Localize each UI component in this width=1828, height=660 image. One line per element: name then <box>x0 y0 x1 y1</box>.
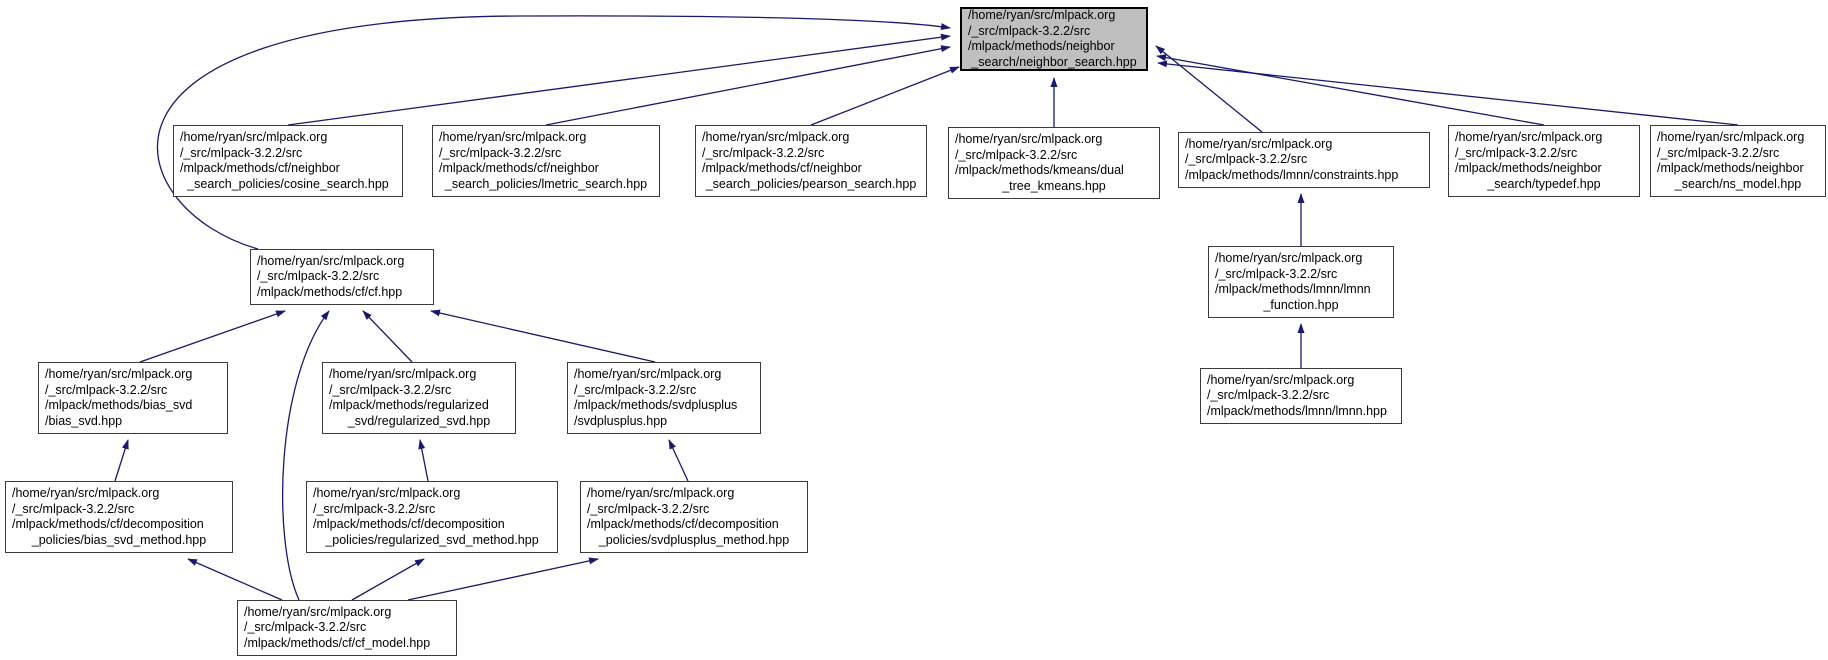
node-label-line: _search_policies/cosine_search.hpp <box>187 176 389 191</box>
node-label-line: /_src/mlpack-3.2.2/src <box>313 501 436 516</box>
graph-node-svdplusplus[interactable] <box>567 362 761 434</box>
node-label-line: /mlpack/methods/kmeans/dual <box>955 163 1124 177</box>
edge-ns_model-to-neighbor_search <box>1158 63 1738 125</box>
node-label-line: /mlpack/methods/cf/cf_model.hpp <box>244 635 431 650</box>
node-label-line: /_src/mlpack-3.2.2/src <box>1215 266 1338 281</box>
node-label-line: /home/ryan/src/mlpack.org <box>1207 372 1355 387</box>
node-label-line: /mlpack/methods/lmnn/constraints.hpp <box>1185 167 1399 182</box>
node-label-line: /mlpack/methods/cf/neighbor <box>439 161 599 175</box>
node-label-line: /_src/mlpack-3.2.2/src <box>244 620 367 635</box>
node-label-line: _policies/regularized_svd_method.hpp <box>325 532 539 547</box>
edge-cf_model-to-cf <box>283 311 329 600</box>
graph-node-lmnn_function[interactable] <box>1208 246 1394 318</box>
node-label-line: /home/ryan/src/mlpack.org <box>702 130 850 144</box>
node-label-line: _search_policies/pearson_search.hpp <box>705 176 917 191</box>
edge-svdplusplus-to-cf <box>431 311 655 362</box>
node-label-line: /_src/mlpack-3.2.2/src <box>574 382 697 397</box>
graph-node-cf_model[interactable] <box>237 600 457 656</box>
node-label-line: /home/ryan/src/mlpack.org <box>244 604 392 619</box>
node-label-line: /_src/mlpack-3.2.2/src <box>257 269 380 284</box>
edge-bias_svd-to-cf <box>140 311 285 362</box>
node-label-line: /mlpack/methods/regularized <box>329 398 489 412</box>
node-label-line: /mlpack/methods/cf/decomposition <box>587 517 779 531</box>
node-label-line: /home/ryan/src/mlpack.org <box>1185 136 1333 151</box>
node-label-line: _search/ns_model.hpp <box>1674 176 1802 191</box>
node-label-line: _function.hpp <box>1263 297 1339 312</box>
node-label-line: /mlpack/methods/cf/decomposition <box>313 517 505 531</box>
edge-pearson_search-to-neighbor_search <box>811 67 959 125</box>
node-label-line: /svdplusplus.hpp <box>574 413 668 428</box>
edge-constraints-to-neighbor_search <box>1156 46 1262 132</box>
node-label-line: /_src/mlpack-3.2.2/src <box>12 501 135 516</box>
node-label-line: /mlpack/methods/cf/neighbor <box>702 161 862 175</box>
node-label-line: /home/ryan/src/mlpack.org <box>955 132 1103 146</box>
graph-node-typedef[interactable] <box>1448 125 1640 197</box>
node-label-line: /_src/mlpack-3.2.2/src <box>439 145 562 160</box>
node-label-line: /_src/mlpack-3.2.2/src <box>45 382 168 397</box>
node-label-line: _search_policies/lmetric_search.hpp <box>444 176 648 191</box>
graph-node-cosine_search[interactable] <box>173 125 403 197</box>
node-label-line: /mlpack/methods/bias_svd <box>45 398 193 412</box>
node-label-line: /_src/mlpack-3.2.2/src <box>587 501 710 516</box>
node-label-line: /bias_svd.hpp <box>45 413 123 428</box>
node-label-line: /_src/mlpack-3.2.2/src <box>180 145 303 160</box>
node-label-line: /home/ryan/src/mlpack.org <box>1455 130 1603 144</box>
node-label-line: /_src/mlpack-3.2.2/src <box>1207 388 1330 403</box>
node-label-line: /home/ryan/src/mlpack.org <box>1657 130 1805 144</box>
node-label-line: _search/neighbor_search.hpp <box>971 54 1137 69</box>
node-label-line: /home/ryan/src/mlpack.org <box>329 367 477 381</box>
edge-bias_svd_method-to-bias_svd <box>115 440 128 481</box>
node-label-line: _svd/regularized_svd.hpp <box>347 413 491 428</box>
node-label-line: /home/ryan/src/mlpack.org <box>257 253 405 268</box>
node-label-line: /mlpack/methods/svdplusplus <box>574 398 738 412</box>
node-label-line: /home/ryan/src/mlpack.org <box>45 367 193 381</box>
node-label-line: /home/ryan/src/mlpack.org <box>574 367 722 381</box>
graph-node-regularized_svd[interactable] <box>322 362 516 434</box>
node-label-line: /mlpack/methods/cf/decomposition <box>12 517 204 531</box>
node-label-line: /_src/mlpack-3.2.2/src <box>702 145 825 160</box>
edge-svdplusplus_method-to-svdplusplus <box>669 440 688 481</box>
graph-node-neighbor_search[interactable] <box>960 7 1148 71</box>
node-label-line: /mlpack/methods/neighbor <box>1455 161 1602 175</box>
graph-node-lmetric_search[interactable] <box>432 125 660 197</box>
node-label-line: /mlpack/methods/cf/neighbor <box>180 161 340 175</box>
edge-cosine_search-to-neighbor_search <box>288 36 950 125</box>
graph-node-cf[interactable] <box>250 249 434 305</box>
graph-node-bias_svd_method[interactable] <box>5 481 233 553</box>
node-label-line: /home/ryan/src/mlpack.org <box>968 8 1116 22</box>
node-label-line: /_src/mlpack-3.2.2/src <box>1455 145 1578 160</box>
graph-node-dual_tree_kmeans[interactable] <box>948 127 1160 199</box>
node-label-line: /mlpack/methods/neighbor <box>1657 161 1804 175</box>
node-label-line: /mlpack/methods/lmnn/lmnn.hpp <box>1207 403 1387 418</box>
edge-typedef-to-neighbor_search <box>1157 56 1544 125</box>
graph-node-svdplusplus_method[interactable] <box>580 481 808 553</box>
node-label-line: /home/ryan/src/mlpack.org <box>439 130 587 144</box>
node-label-line: /_src/mlpack-3.2.2/src <box>1185 152 1308 167</box>
edge-cf_model-to-regularized_svd_method <box>352 559 424 600</box>
edge-lmetric_search-to-neighbor_search <box>546 47 950 125</box>
node-label-line: /home/ryan/src/mlpack.org <box>587 486 735 500</box>
node-label-line: _policies/bias_svd_method.hpp <box>31 532 207 547</box>
graph-node-constraints[interactable] <box>1178 132 1430 188</box>
node-label-line: /home/ryan/src/mlpack.org <box>12 486 160 500</box>
edge-cf_model-to-bias_svd_method <box>188 559 282 600</box>
node-label-line: /home/ryan/src/mlpack.org <box>180 130 328 144</box>
node-label-line: _tree_kmeans.hpp <box>1002 178 1106 193</box>
node-label-line: /_src/mlpack-3.2.2/src <box>968 23 1091 38</box>
node-label-line: /home/ryan/src/mlpack.org <box>1215 251 1363 265</box>
node-label-line: /home/ryan/src/mlpack.org <box>313 486 461 500</box>
graph-node-ns_model[interactable] <box>1650 125 1826 197</box>
edge-regularized_svd-to-cf <box>363 311 412 362</box>
edge-regularized_svd_method-to-regularized_svd <box>420 440 428 481</box>
node-label-line: /_src/mlpack-3.2.2/src <box>329 382 452 397</box>
node-label-line: /mlpack/methods/cf/cf.hpp <box>257 284 403 299</box>
node-label-line: /_src/mlpack-3.2.2/src <box>1657 145 1780 160</box>
node-label-line: /mlpack/methods/lmnn/lmnn <box>1215 282 1371 296</box>
node-label-line: _policies/svdplusplus_method.hpp <box>598 532 790 547</box>
graph-node-regularized_svd_method[interactable] <box>306 481 558 553</box>
graph-node-pearson_search[interactable] <box>695 125 927 197</box>
edge-cf_model-to-svdplusplus_method <box>408 559 598 600</box>
graph-node-bias_svd[interactable] <box>38 362 228 434</box>
node-label-line: /_src/mlpack-3.2.2/src <box>955 147 1078 162</box>
graph-node-lmnn[interactable] <box>1200 368 1402 424</box>
node-label-line: /mlpack/methods/neighbor <box>968 39 1115 53</box>
node-label-line: _search/typedef.hpp <box>1487 176 1601 191</box>
